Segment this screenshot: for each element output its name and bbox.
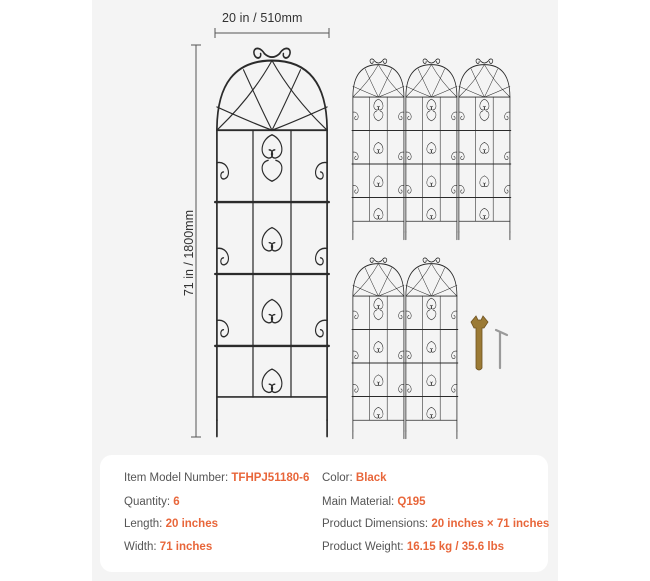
specs-card bbox=[100, 455, 548, 572]
trellis-panel-small bbox=[405, 258, 458, 439]
spec-model-label: Item Model Number: bbox=[124, 472, 229, 484]
height-dimension-label: 71 in / 1800mm bbox=[182, 210, 196, 297]
spec-material-value: Q195 bbox=[397, 496, 426, 508]
spec-color-label: Color: bbox=[322, 472, 353, 484]
spec-weight-value: 16.15 kg / 35.6 lbs bbox=[406, 541, 504, 553]
spec-model-value: TFHPJ51180-6 bbox=[231, 472, 310, 484]
allen-key-icon bbox=[496, 330, 507, 368]
spec-width-label: Width: bbox=[124, 541, 157, 553]
spec-model bbox=[124, 472, 309, 484]
spec-weight bbox=[322, 541, 504, 553]
spec-quantity-value: 6 bbox=[173, 496, 180, 508]
spec-material-label: Main Material: bbox=[322, 496, 395, 508]
wrench-icon bbox=[471, 316, 488, 370]
trellis-panel-small bbox=[405, 59, 458, 240]
spec-length-label: Length: bbox=[124, 518, 163, 530]
trellis-panel-small bbox=[352, 258, 405, 439]
spec-quantity bbox=[124, 496, 180, 508]
spec-material bbox=[322, 496, 426, 508]
spec-width bbox=[124, 541, 212, 553]
spec-product-dimensions-label: Product Dimensions: bbox=[322, 518, 429, 530]
spec-length-value: 20 inches bbox=[165, 518, 218, 530]
spec-width-value: 71 inches bbox=[159, 541, 213, 553]
width-dimension-line bbox=[215, 28, 329, 38]
spec-length bbox=[124, 518, 218, 530]
spec-weight-label: Product Weight: bbox=[322, 541, 404, 553]
spec-quantity-label: Quantity: bbox=[124, 496, 171, 508]
width-dimension-label: 20 in / 510mm bbox=[222, 11, 303, 25]
spec-color-value: Black bbox=[355, 472, 387, 484]
spec-color bbox=[322, 472, 387, 484]
spec-product-dimensions-value: 20 inches × 71 inches bbox=[431, 518, 550, 530]
trellis-panel-small bbox=[458, 59, 511, 240]
spec-product-dimensions bbox=[322, 518, 549, 530]
trellis-panel-small bbox=[352, 59, 405, 240]
trellis-panel-large bbox=[215, 48, 329, 436]
